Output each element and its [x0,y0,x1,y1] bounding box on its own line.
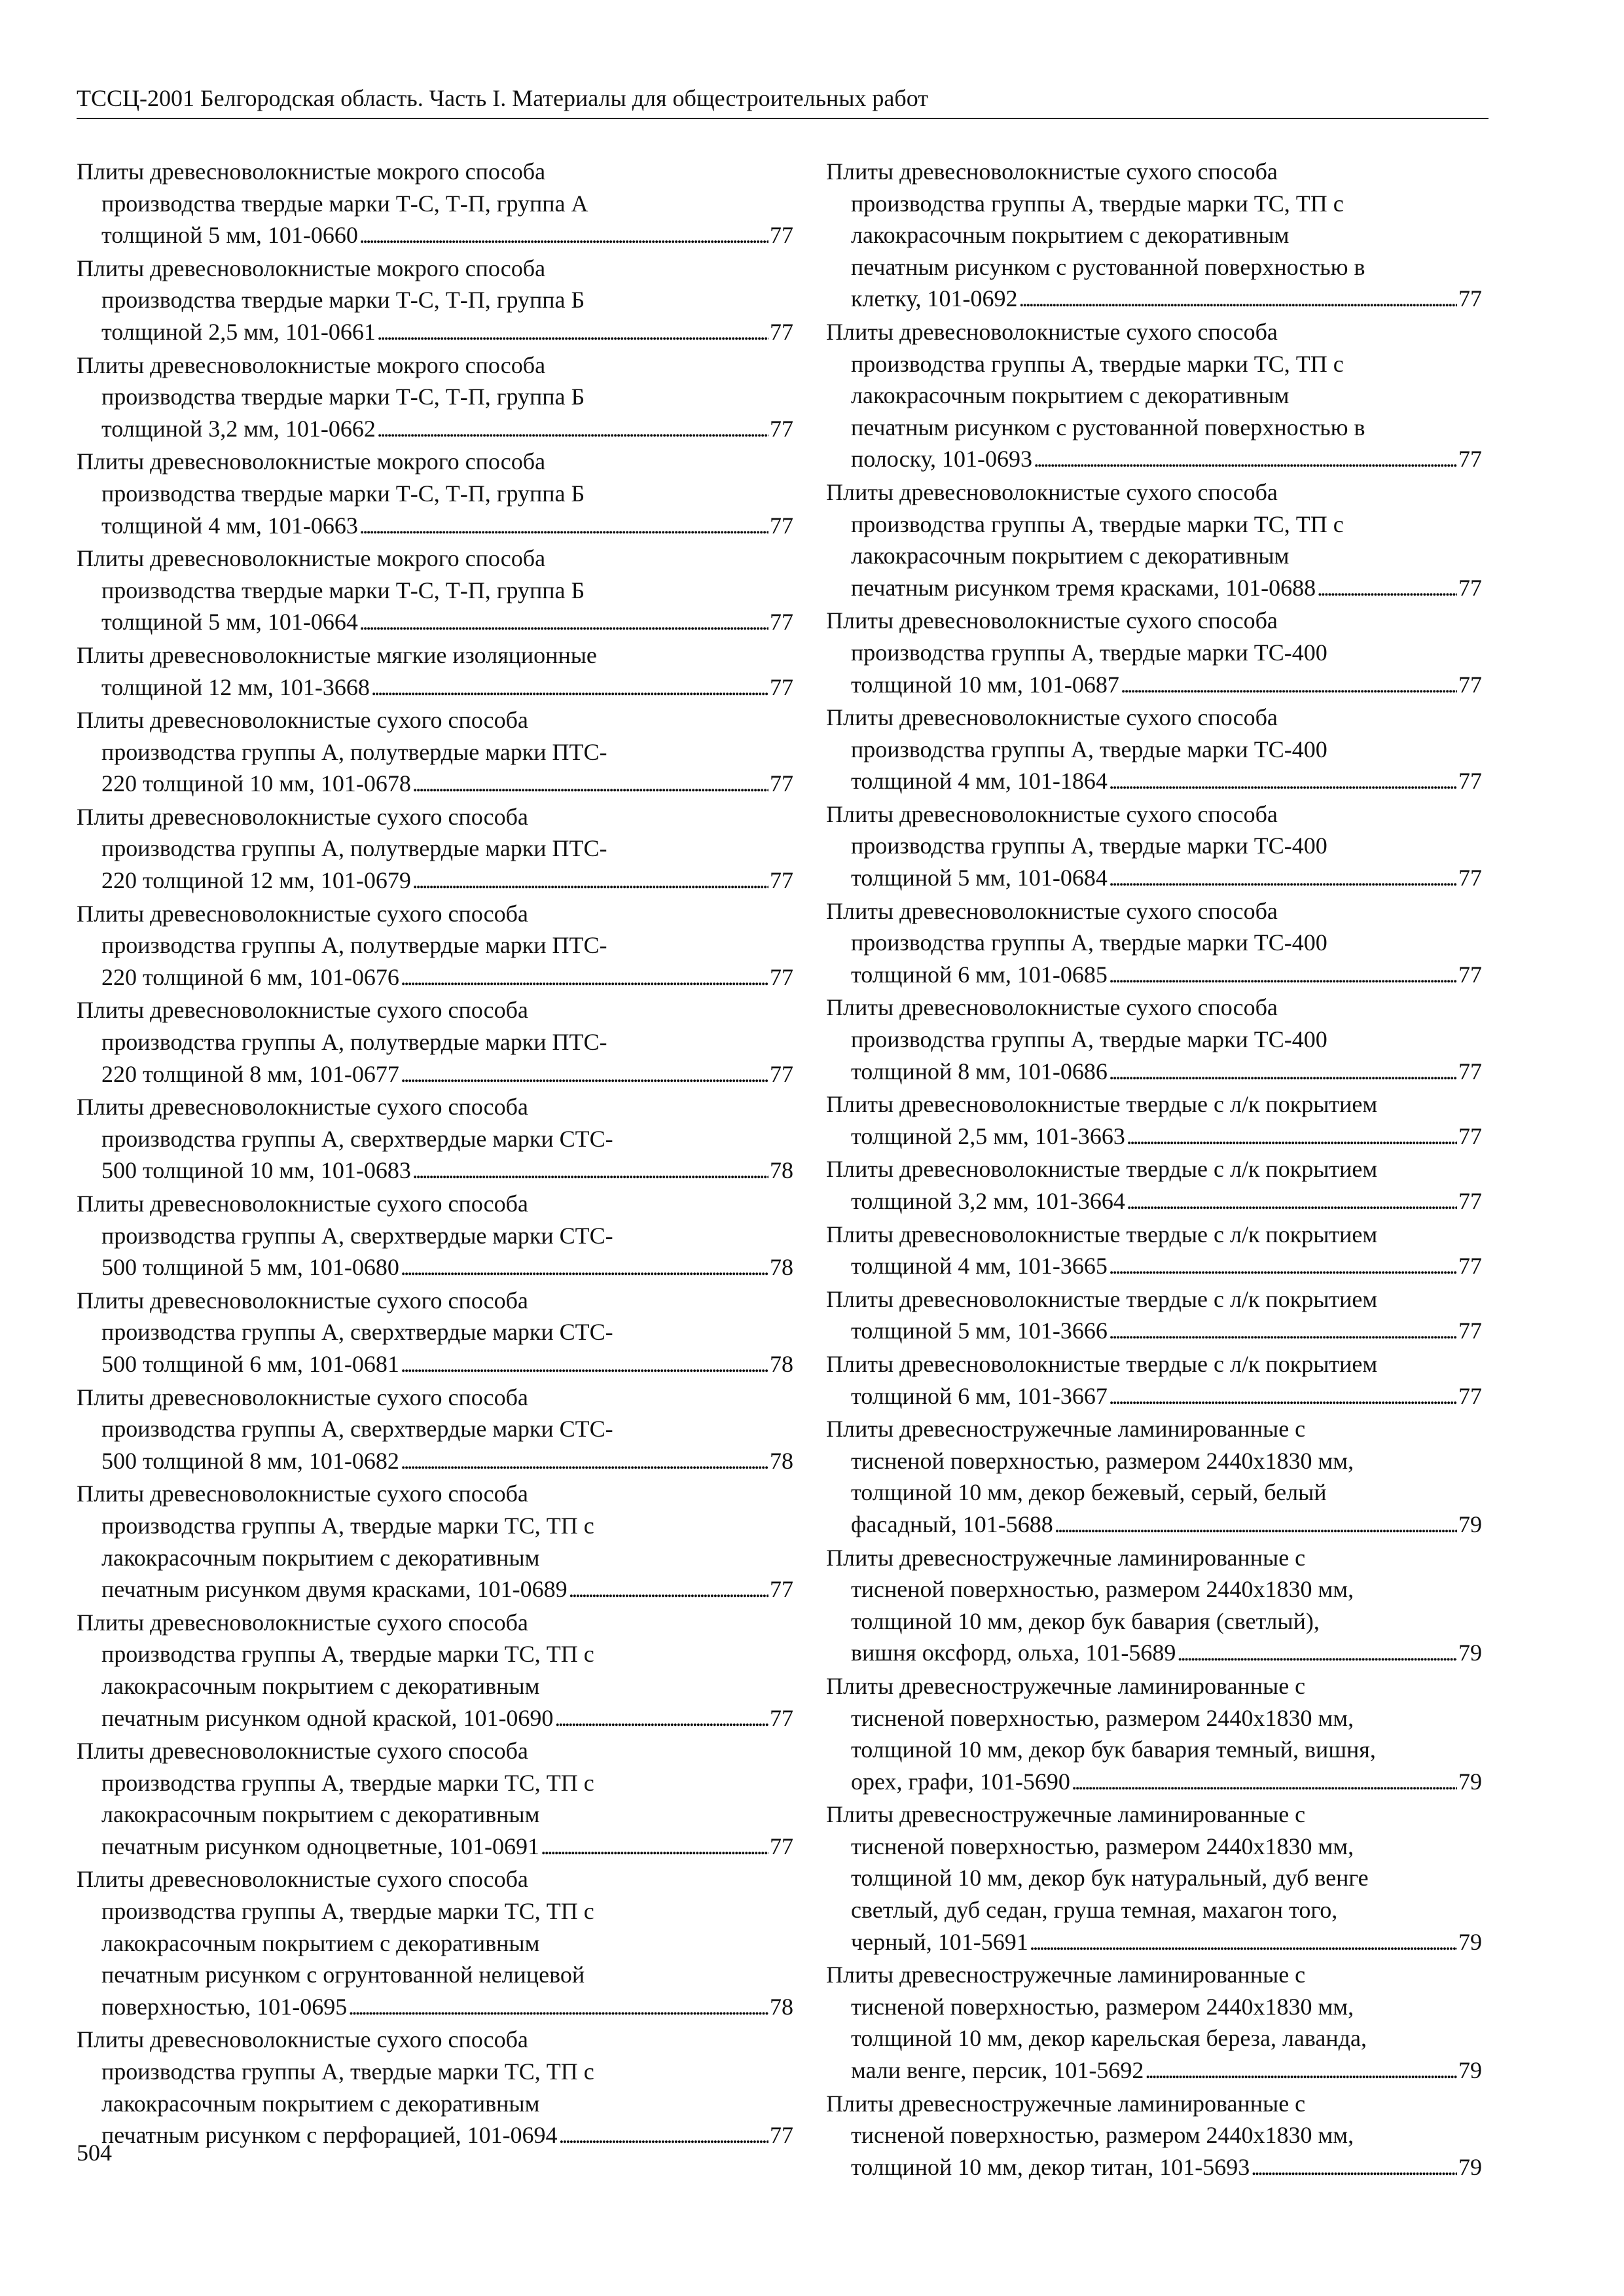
index-entry-line [826,765,1482,798]
index-entry-line: Плиты древесностружечные ламинированные с [826,2090,1306,2117]
index-entry [826,895,1482,992]
index-entry [826,1219,1482,1283]
index-entry-line [826,1056,1482,1089]
index-entry-line: производства твердые марки Т-С, Т-П, группа Б [101,287,585,314]
index-entry-line [77,672,793,705]
index-entry-text: толщиной 12 мм, 101-3668 [101,673,370,700]
index-entry-line [77,865,793,898]
index-entry [77,1735,793,1863]
index-entry-line: производства группы А, твердые марки ТС-400 [851,929,1327,956]
index-entry-page: 77 [1458,285,1482,312]
index-entry-page: 79 [1458,2057,1482,2084]
index-entry-line [77,1702,793,1736]
index-entry-line [826,669,1482,702]
index-entry [826,1348,1482,1413]
index-entry-line [826,1509,1482,1542]
index-entry-line [826,1380,1482,1414]
dot-leader [401,1445,768,1479]
dot-leader [359,510,768,543]
dot-leader [401,961,768,995]
index-entry [826,1799,1482,1959]
index-entry-page: 77 [1458,1253,1482,1280]
dot-leader [1317,572,1457,605]
index-entry [77,253,793,350]
index-entry-line [826,283,1482,316]
index-entry [77,446,793,543]
index-entry-text: 220 толщиной 6 мм, 101-0676 [101,963,399,990]
index-entry-page: 77 [770,673,793,700]
index-entry-line [77,1573,793,1607]
index-entry-line: производства группы А, сверхтвердые марки СТС- [101,1125,613,1152]
index-entry-text: вишня оксфорд, ольха, 101-5689 [851,1640,1176,1666]
index-entry-line [77,1445,793,1479]
index-entry-line: производства группы А, твердые марки ТС-400 [851,833,1327,859]
index-entry-text: толщиной 3,2 мм, 101-3664 [851,1188,1125,1214]
index-entry [826,1088,1482,1153]
index-entry [77,1285,793,1382]
index-entry-page: 79 [1458,1928,1482,1955]
index-entry-text: толщиной 6 мм, 101-0685 [851,961,1108,988]
index-entry-text: толщиной 4 мм, 101-0663 [101,512,358,539]
dot-leader [1055,1509,1457,1542]
index-column-right [826,156,1482,2184]
index-entry-page: 77 [1458,1382,1482,1409]
index-entry-line: производства твердые марки Т-С, Т-П, группа Б [101,480,585,507]
index-entry-text: печатным рисунком двумя красками, 101-0689 [101,1576,568,1603]
index-entry [826,798,1482,895]
index-entry-line: толщиной 10 мм, декор бук бавария (светлый), [851,1607,1320,1634]
index-entry-page: 77 [770,867,793,894]
index-entry [77,639,793,704]
index-entry-page: 77 [1458,961,1482,988]
index-entry-line [77,510,793,543]
index-entry-text: поверхностью, 101-0695 [101,1993,348,2020]
index-entry-page: 78 [770,1447,793,1474]
dot-leader [1030,1926,1457,1960]
index-entry-line [77,413,793,446]
index-entry-line: производства группы А, полутвердые марки ПТС- [101,1029,607,1056]
index-entry-text: толщиной 10 мм, 101-0687 [851,671,1119,698]
dot-leader [377,413,768,446]
dot-leader [359,219,768,253]
dot-leader [412,1155,768,1188]
index-entry [826,1413,1482,1541]
index-entry-page: 77 [770,1833,793,1859]
index-entry-line: производства группы А, полутвердые марки ПТС- [101,738,607,765]
dot-leader [401,1251,768,1285]
index-entry-line: Плиты древесноволокнистые сухого способа [77,1480,528,1507]
index-entry-line: Плиты древесноволокнистые сухого способа [826,607,1278,634]
index-entry-line [826,1315,1482,1348]
index-entry-line: светлый, дуб седан, груша темная, махагон того, [851,1897,1338,1924]
index-entry-page: 79 [1458,2153,1482,2180]
index-entry-line: лакокрасочным покрытием с декоративным [851,543,1290,569]
index-entry-line [77,1348,793,1382]
dot-leader [401,1058,768,1092]
index-entry [77,156,793,253]
index-entry-line: производства группы А, твердые марки ТС, ТП с [101,2058,594,2085]
index-entry-line: Плиты древесноволокнистые сухого способа [77,707,528,734]
index-entry-text: печатным рисунком с перфорацией, 101-0694 [101,2122,558,2149]
index-entry-text: фасадный, 101-5688 [851,1511,1053,1537]
index-entry-text: 220 толщиной 12 мм, 101-0679 [101,867,411,894]
index-entry-line: Плиты древесноволокнистые мокрого способа [77,255,546,281]
index-entry-line: Плиты древесноволокнистые сухого способа [826,897,1278,924]
index-entry [77,801,793,898]
index-entry-line [826,1185,1482,1219]
index-entry [77,898,793,995]
dot-leader [412,768,768,801]
index-entry-line: печатным рисунком с рустованной поверхностью в [851,414,1365,440]
index-entry-line: Плиты древесноволокнистые сухого способа [77,1094,528,1121]
index-entry-line: Плиты древесноволокнистые сухого способа [826,478,1278,505]
index-entry-line: толщиной 10 мм, декор бежевый, серый, белый [851,1479,1327,1506]
index-entry-line [826,2054,1482,2088]
index-entry [826,476,1482,605]
index-entry-line: Плиты древесноволокнистые сухого способа [826,704,1278,731]
index-entry [77,1091,793,1188]
index-entry-line: производства группы А, твердые марки ТС, ТП с [851,511,1344,537]
dot-leader [1121,669,1457,702]
index-entry-page: 78 [770,1254,793,1281]
index-entry-line: Плиты древесноволокнистые сухого способа [77,997,528,1024]
index-entry [77,2024,793,2152]
index-entry-line: тисненой поверхностью, размером 2440х1830 мм, [851,2122,1354,2149]
index-entry [826,316,1482,476]
dot-leader [569,1573,768,1607]
index-entry [826,702,1482,798]
index-entry-line [77,768,793,801]
dot-leader [348,1991,768,2024]
index-entry-page: 77 [770,770,793,797]
index-entry-page: 77 [770,1060,793,1087]
index-entry-line: производства группы А, полутвердые марки ПТС- [101,932,607,959]
index-entry-page: 77 [770,609,793,636]
index-entry-page: 77 [1458,1318,1482,1344]
index-entry [77,1478,793,1606]
index-entry-line: толщиной 10 мм, декор бук бавария темный, вишня, [851,1736,1376,1763]
index-entry-line: лакокрасочным покрытием с декоративным [101,2090,540,2117]
index-entry-line: производства группы А, твердые марки ТС, ТП с [851,190,1344,217]
index-entry-line: Плиты древесноволокнистые сухого способа [826,318,1278,345]
index-entry-page: 79 [1458,1640,1482,1666]
index-entry-line: производства группы А, сверхтвердые марки СТС- [101,1319,613,1346]
index-entry-line: тисненой поверхностью, размером 2440х1830 мм, [851,1704,1354,1731]
index-entry [77,704,793,801]
index-entry-line: производства группы А, сверхтвердые марки СТС- [101,1222,613,1249]
index-entry-line: Плиты древесноволокнистые сухого способа [77,1609,528,1636]
index-entry-text: толщиной 5 мм, 101-0664 [101,609,358,636]
index-entry-line [826,2151,1482,2185]
index-entry-text: толщиной 6 мм, 101-3667 [851,1382,1108,1409]
index-entry-line [826,443,1482,476]
index-entry-text: печатным рисунком одноцветные, 101-0691 [101,1833,539,1859]
dot-leader [1109,959,1457,992]
index-entry-line: Плиты древесностружечные ламинированные с [826,1801,1306,1828]
index-entry-line: лакокрасочным покрытием с декоративным [851,382,1290,409]
index-entry [826,1959,1482,2087]
index-entry-line [77,606,793,639]
index-entry-text: толщиной 5 мм, 101-0660 [101,222,358,249]
index-entry-line: производства твердые марки Т-С, Т-П, группа Б [101,577,585,603]
index-entry-page: 77 [1458,1058,1482,1085]
index-entry-text: полоску, 101-0693 [851,446,1032,473]
index-entry-line: печатным рисунком с рустованной поверхностью в [851,253,1365,280]
index-entry-line: Плиты древесноволокнистые мокрого способа [77,448,546,475]
index-entry [826,1153,1482,1218]
dot-leader [401,1348,768,1382]
index-entry-text: толщиной 3,2 мм, 101-0662 [101,415,376,442]
index-entry-line: Плиты древесноволокнистые твердые с л/к покрытием [826,1091,1378,1118]
index-entry-line: производства группы А, сверхтвердые марки СТС- [101,1416,613,1443]
index-entry-line: производства твердые марки Т-С, Т-П, группа А [101,190,588,217]
index-entry-line: производства группы А, твердые марки ТС-400 [851,736,1327,762]
index-entry-line [826,1121,1482,1154]
index-entry [77,1607,793,1735]
index-entry-page: 77 [1458,768,1482,795]
index-entry-line [826,1250,1482,1283]
index-entry-line: тисненой поверхностью, размером 2440х1830 мм, [851,1993,1354,2020]
index-entry-page: 77 [770,2122,793,2149]
index-entry-line [77,1831,793,1864]
index-entry-line [826,572,1482,605]
index-entry-line: Плиты древесноволокнистые сухого способа [77,2026,528,2053]
index-entry [77,994,793,1091]
index-entry-text: 220 толщиной 10 мм, 101-0678 [101,770,411,797]
index-entry-line: Плиты древесностружечные ламинированные с [826,1544,1306,1571]
index-entry-line: Плиты древесноволокнистые сухого способа [77,1866,528,1893]
dot-leader [1251,2151,1457,2185]
index-entry [826,1670,1482,1799]
dot-leader [554,1702,768,1736]
index-entry-page: 79 [1458,1511,1482,1537]
index-entry-text: 500 толщиной 5 мм, 101-0680 [101,1254,399,1281]
index-entry-line: Плиты древесноволокнистые твердые с л/к покрытием [826,1156,1378,1183]
index-entry-line: Плиты древесноволокнистые мягкие изоляционные [77,641,597,668]
index-entry-line: Плиты древесноволокнистые сухого способа [77,1738,528,1765]
index-entry-line [826,862,1482,895]
index-entry-text: толщиной 4 мм, 101-3665 [851,1253,1108,1280]
index-entry-line: Плиты древесностружечные ламинированные с [826,1672,1306,1699]
index-entry-line: производства твердые марки Т-С, Т-П, группа Б [101,384,585,410]
dot-leader [559,2119,768,2153]
index-entry-line [77,1155,793,1188]
index-entry-line: тисненой поверхностью, размером 2440х1830 мм, [851,1447,1354,1474]
index-entry-line: тисненой поверхностью, размером 2440х1830 мм, [851,1833,1354,1859]
index-entry [77,350,793,446]
index-entry-line: Плиты древесноволокнистые сухого способа [77,1287,528,1314]
dot-leader [1127,1185,1457,1219]
index-entry-line: Плиты древесноволокнистые сухого способа [826,994,1278,1021]
index-entry-line: тисненой поверхностью, размером 2440х1830 мм, [851,1576,1354,1603]
index-entry-page: 77 [1458,574,1482,601]
index-entry-text: толщиной 8 мм, 101-0686 [851,1058,1108,1085]
index-entry [826,992,1482,1088]
index-entry-line: лакокрасочным покрытием с декоративным [851,222,1290,249]
index-entry-page: 77 [1458,865,1482,891]
index-entry-text: клетку, 101-0692 [851,285,1018,312]
index-entry-line: печатным рисунком с огрунтованной нелицевой [101,1962,585,1988]
index-entry [77,1863,793,2024]
index-entry-page: 78 [770,1350,793,1377]
index-entry-line: Плиты древесностружечные ламинированные с [826,1416,1306,1443]
index-entry-page: 77 [770,963,793,990]
index-entry-page: 79 [1458,1768,1482,1795]
index-entry-line: лакокрасочным покрытием с декоративным [101,1672,540,1699]
index-entry-line [826,1637,1482,1670]
index-entry-text: толщиной 5 мм, 101-0684 [851,865,1108,891]
dot-leader [1034,443,1457,476]
dot-leader [412,865,768,898]
index-entry-line: производства группы А, твердые марки ТС, ТП с [101,1898,594,1925]
dot-leader [371,672,768,705]
page-header: ТССЦ-2001 Белгородская область. Часть I. Материалы для общестроительных работ [77,82,1489,119]
index-entry-page: 78 [770,1993,793,2020]
index-entry-page: 77 [770,512,793,539]
index-entry-page: 77 [1458,1188,1482,1214]
index-entry [826,2088,1482,2185]
page-number: 504 [77,2140,112,2166]
index-entry-line: лакокрасочным покрытием с декоративным [101,1801,540,1828]
dot-leader [1177,1637,1457,1670]
index-entry-text: 220 толщиной 8 мм, 101-0677 [101,1060,399,1087]
index-entry-page: 77 [1458,1122,1482,1149]
index-entry-text: мали венге, персик, 101-5692 [851,2057,1144,2084]
index-entry-line: Плиты древесноволокнистые твердые с л/к покрытием [826,1350,1378,1377]
dot-leader [1109,1380,1457,1414]
index-entry-line: производства группы А, твердые марки ТС-400 [851,1026,1327,1053]
index-entry-line [77,1991,793,2024]
index-entry-line: лакокрасочным покрытием с декоративным [101,1929,540,1956]
dot-leader [1072,1766,1457,1799]
index-entry-text: 500 толщиной 10 мм, 101-0683 [101,1157,411,1184]
index-entry-page: 77 [770,1704,793,1731]
index-entry-line: толщиной 10 мм, декор карельская береза, лаванда, [851,2025,1367,2052]
index-entry-line: производства группы А, полутвердые марки ПТС- [101,835,607,862]
index-entry-line [77,316,793,350]
dot-leader [359,606,768,639]
index-entry-page: 77 [1458,446,1482,473]
index-entry-line [77,961,793,995]
index-entry [826,156,1482,316]
index-entry-line [826,1926,1482,1960]
dot-leader [1109,765,1457,798]
index-entry-line [77,1251,793,1285]
dot-leader [1109,862,1457,895]
index-entry-line: Плиты древесноволокнистые твердые с л/к покрытием [826,1285,1378,1312]
dot-leader [1019,283,1457,316]
index-entry-text: толщиной 2,5 мм, 101-0661 [101,318,376,345]
index-entry-line: Плиты древесноволокнистые мокрого способа [77,545,546,572]
index-entry-line: Плиты древесноволокнистые сухого способа [826,158,1278,185]
dot-leader [377,316,768,350]
index-entry-line: производства группы А, твердые марки ТС, ТП с [851,350,1344,377]
index-entry-line: производства группы А, твердые марки ТС-400 [851,639,1327,666]
index-entry-line: Плиты древесноволокнистые сухого способа [77,900,528,927]
index-entry-page: 77 [770,415,793,442]
index-entry-line [77,219,793,253]
index-entry-line: Плиты древесноволокнистые сухого способа [77,1384,528,1410]
index-entry-line: Плиты древесноволокнистые твердые с л/к покрытием [826,1221,1378,1247]
index-entry-line [77,1058,793,1092]
index-entry-text: толщиной 10 мм, декор титан, 101-5693 [851,2153,1250,2180]
index-entry [826,1542,1482,1670]
dot-leader [1127,1121,1457,1154]
index-entry-text: печатным рисунком тремя красками, 101-0688 [851,574,1316,601]
index-entry [826,1283,1482,1348]
index-entry-line [826,959,1482,992]
index-entry-line [826,1766,1482,1799]
index-entry-line: Плиты древесноволокнистые сухого способа [77,1191,528,1217]
dot-leader [541,1831,768,1864]
index-entry [77,1382,793,1479]
index-entry-line: Плиты древесноволокнистые сухого способа [826,800,1278,827]
index-entry-text: 500 толщиной 8 мм, 101-0682 [101,1447,399,1474]
index-entry-text: печатным рисунком одной краской, 101-0690 [101,1704,554,1731]
index-entry-page: 77 [770,318,793,345]
index-entry [77,543,793,639]
index-entry [77,1188,793,1285]
index-entry-text: орех, графи, 101-5690 [851,1768,1070,1795]
index-entry-line: толщиной 10 мм, декор бук натуральный, дуб венге [851,1865,1369,1892]
index-entry-page: 78 [770,1157,793,1184]
index-entry-text: 500 толщиной 6 мм, 101-0681 [101,1350,399,1377]
index-entry-line: производства группы А, твердые марки ТС, ТП с [101,1512,594,1539]
index-entry-text: черный, 101-5691 [851,1928,1028,1955]
index-entry-line: производства группы А, твердые марки ТС, ТП с [101,1641,594,1668]
index-entry-line: производства группы А, твердые марки ТС, ТП с [101,1769,594,1796]
index-entry-text: толщиной 4 мм, 101-1864 [851,768,1108,795]
index-entry-line: Плиты древесноволокнистые сухого способа [77,803,528,830]
index-entry [826,605,1482,702]
index-entry-line: Плиты древесностружечные ламинированные с [826,1962,1306,1988]
dot-leader [1145,2054,1457,2088]
index-entry-text: толщиной 2,5 мм, 101-3663 [851,1122,1125,1149]
index-entry-page: 77 [770,1576,793,1603]
index-entry-line [77,2119,793,2153]
dot-leader [1109,1315,1457,1348]
index-column-left [77,156,793,2153]
index-entry-page: 77 [770,222,793,249]
index-entry-line: Плиты древесноволокнистые мокрого способа [77,351,546,378]
index-entry-text: толщиной 5 мм, 101-3666 [851,1318,1108,1344]
dot-leader [1109,1250,1457,1283]
dot-leader [1109,1056,1457,1089]
index-entry-page: 77 [1458,671,1482,698]
index-entry-line: лакокрасочным покрытием с декоративным [101,1544,540,1571]
index-entry-line: Плиты древесноволокнистые мокрого способа [77,158,546,185]
